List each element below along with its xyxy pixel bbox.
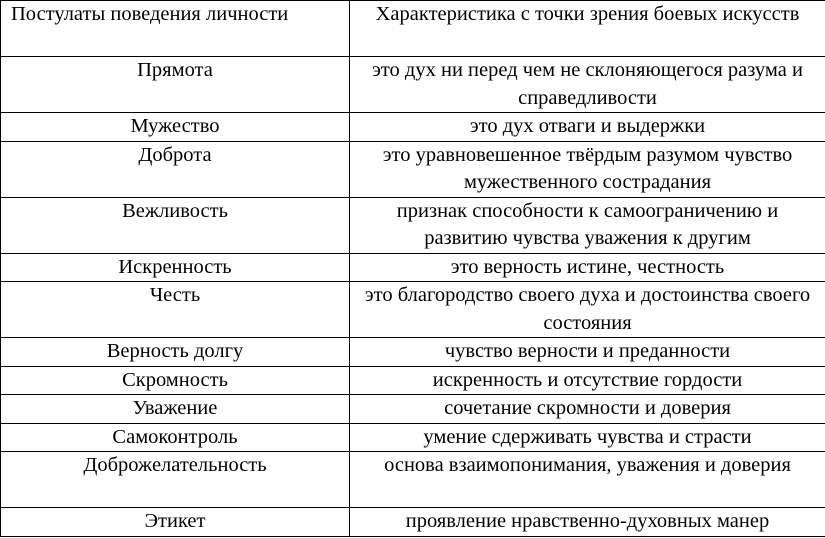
description-cell: это верность истине, честность [350,253,825,282]
postulate-cell: Этикет [1,508,350,537]
postulate-cell: Прямота [1,57,350,113]
postulate-cell: Доброта [1,141,350,197]
postulate-cell: Вежливость [1,197,350,253]
table-row [1,452,825,508]
table-row [1,282,825,338]
postulate-cell: Скромность [1,366,350,395]
postulate-cell: Самоконтроль [1,423,350,452]
table-row [1,508,825,537]
description-cell: это дух отваги и выдержки [350,113,825,142]
postulate-cell: Уважение [1,395,350,424]
description-cell: сочетание скромности и доверия [350,395,825,424]
table-row [1,113,825,142]
description-cell: проявление нравственно-духовных манер [350,508,825,537]
table-row [1,423,825,452]
table-row [1,395,825,424]
description-cell: признак способности к самоограничению и развитию чувства уважения к другим [350,197,825,253]
postulate-cell: Мужество [1,113,350,142]
description-cell: чувство верности и преданности [350,338,825,367]
postulate-cell: Честь [1,282,350,338]
header-cell-characteristic: Характеристика с точки зрения боевых искусств [350,1,825,57]
table-row [1,253,825,282]
postulate-cell: Искренность [1,253,350,282]
table-row [1,141,825,197]
description-cell: это благородство своего духа и достоинства своего состояния [350,282,825,338]
table-row [1,197,825,253]
table-row [1,57,825,113]
description-cell: основа взаимопонимания, уважения и доверия [350,452,825,508]
description-cell: умение сдерживать чувства и страсти [350,423,825,452]
description-cell: искренность и отсутствие гордости [350,366,825,395]
postulate-cell: Доброжелательность [1,452,350,508]
description-cell: это дух ни перед чем не склоняющегося разума и справедливости [350,57,825,113]
postulate-cell: Верность долгу [1,338,350,367]
header-cell-postulates: Постулаты поведения личности [1,1,350,57]
header-row [1,1,825,57]
table-row [1,366,825,395]
description-cell: это уравновешенное твёрдым разумом чувство мужественного сострадания [350,141,825,197]
table-row [1,338,825,367]
